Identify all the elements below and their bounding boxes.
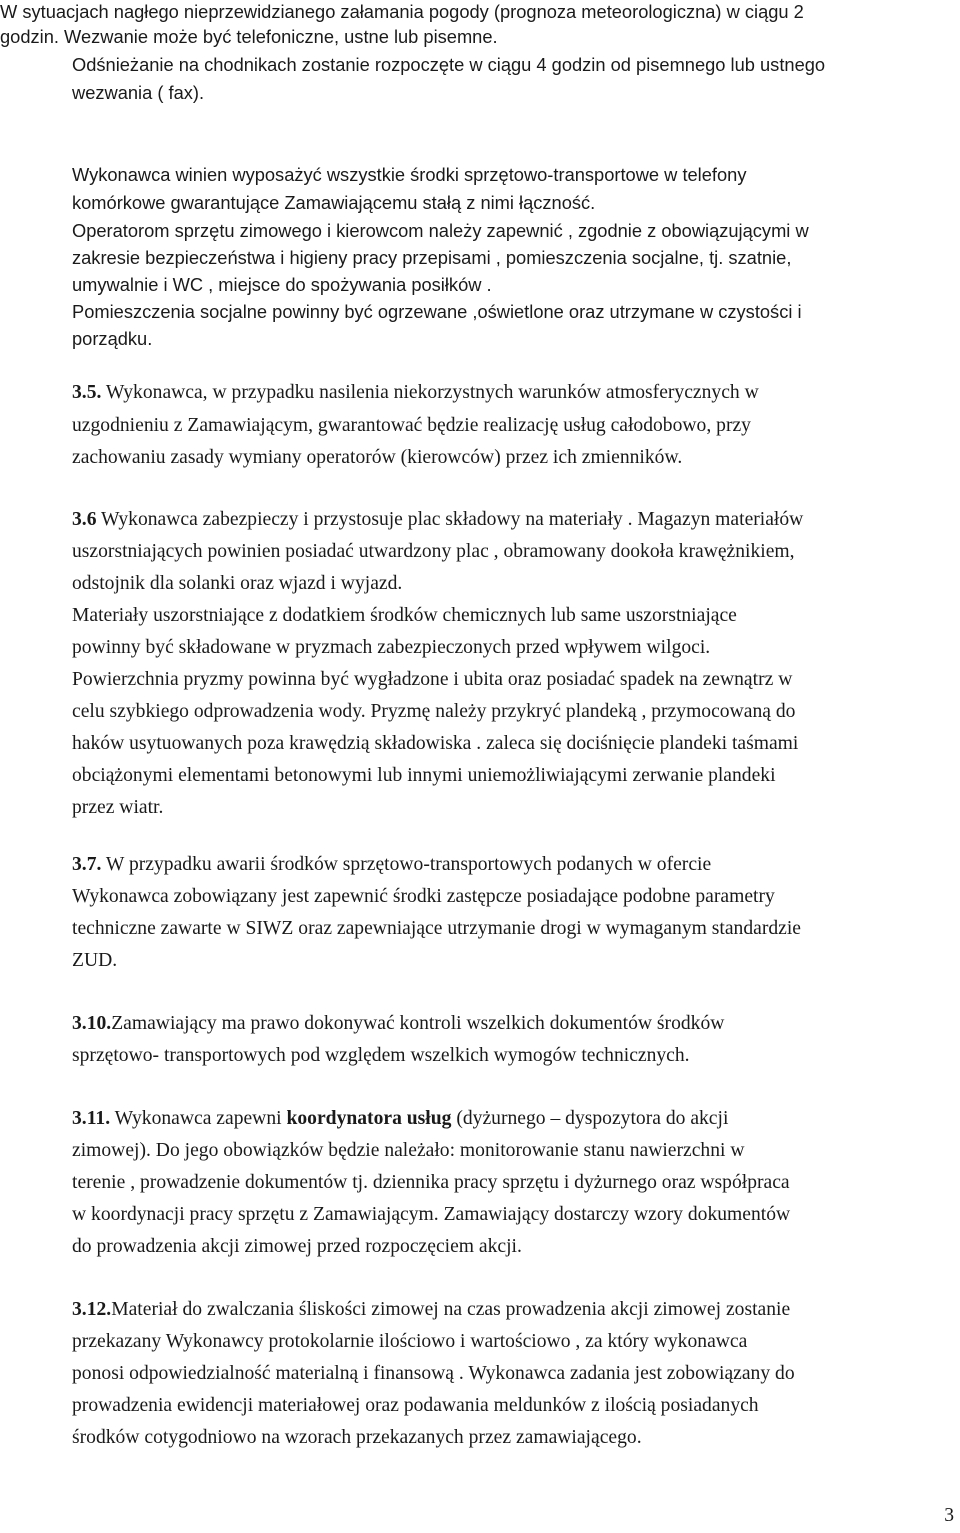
section-number: 3.7. (72, 854, 102, 875)
section-number: 3.10. (72, 1013, 112, 1034)
text-line: celu szybkiego odprowadzenia wody. Pryzmę należy przykryć plandeką , przymocowaną do (72, 701, 796, 722)
text-line: umywalnie i WC , miejsce do spożywania posiłków . (72, 274, 492, 295)
text-line: Wykonawca winien wyposażyć wszystkie środki sprzętowo-transportowe w telefony (72, 164, 747, 185)
text-line: porządku. (72, 328, 153, 349)
text-line: środków cotygodniowo na wzorach przekazanych przez zamawiającego. (72, 1427, 642, 1448)
section-3-5-first-line: 3.5. Wykonawca, w przypadku nasilenia niekorzystnych warunków atmosferycznych w (72, 382, 759, 403)
text-line: Operatorom sprzętu zimowego i kierowcom należy zapewnić , zgodnie z obowiązującymi w (72, 220, 809, 241)
text-line: zakresie bezpieczeństwa i higieny pracy przepisami , pomieszczenia socjalne, tj. szatnie, (72, 247, 792, 268)
text-line: do prowadzenia akcji zimowej przed rozpoczęciem akcji. (72, 1236, 522, 1257)
text-line: Odśnieżanie na chodnikach zostanie rozpoczęte w ciągu 4 godzin od pisemnego lub ustnego (72, 54, 826, 75)
text-line: zimowej). Do jego obowiązków będzie należało: monitorowanie stanu nawierzchni w (72, 1140, 745, 1161)
text-line: przekazany Wykonawcy protokolarnie ilościowo i wartościowo , za który wykonawca (72, 1331, 748, 1352)
section-number: 3.5. (72, 382, 102, 403)
text-line: Wykonawca zobowiązany jest zapewnić środki zastępcze posiadające podobne parametry (72, 886, 775, 907)
text-line: Materiały uszorstniające z dodatkiem środków chemicznych lub same uszorstniające (72, 605, 737, 626)
page-number: 3 (944, 1505, 954, 1526)
text-line: terenie , prowadzenie dokumentów tj. dziennika pracy sprzętu i dyżurnego oraz współpraca (72, 1172, 790, 1193)
text-line: sprzętowo- transportowych pod względem wszelkich wymogów technicznych. (72, 1045, 690, 1066)
text-line: komórkowe gwarantujące Zamawiającemu stałą z nimi łączność. (72, 192, 596, 213)
text-line: ZUD. (72, 950, 118, 971)
text-line: haków usytuowanych poza krawędzią składowiska . zaleca się dociśnięcie plandeki taśmami (72, 733, 799, 754)
text-line: ponosi odpowiedzialność materialną i finansową . Wykonawca zadania jest zobowiązany do (72, 1363, 795, 1384)
text-line: Pomieszczenia socjalne powinny być ogrzewane ,oświetlone oraz utrzymane w czystości i (72, 301, 802, 322)
section-3-6-first-line: 3.6 Wykonawca zabezpieczy i przystosuje plac składowy na materiały . Magazyn materiałów (72, 509, 804, 530)
text-line: uzgodnieniu z Zamawiającym, gwarantować będzie realizację usług całodobowo, przy (72, 415, 751, 436)
emphasis-text: koordynatora usług (286, 1108, 452, 1129)
text-line: obciążonymi elementami betonowymi lub innymi uniemożliwiającymi zerwanie plandeki (72, 765, 776, 786)
text-line: prowadzenia ewidencji materiałowej oraz podawania meldunków z ilością posiadanych (72, 1395, 759, 1416)
section-number: 3.6 (72, 509, 97, 530)
text-line: powinny być składowane w pryzmach zabezpieczonych przed wpływem wilgoci. (72, 637, 711, 658)
section-3-10-first-line: 3.10.Zamawiający ma prawo dokonywać kontroli wszelkich dokumentów środków (72, 1013, 725, 1034)
text-line: uszorstniających powinien posiadać utwardzony plac , obramowany dookoła krawężnikiem, (72, 541, 795, 562)
text-line: godzin. Wezwanie może być telefoniczne, ustne lub pisemne. (0, 26, 498, 47)
section-number: 3.11. (72, 1108, 111, 1129)
text-line: przez wiatr. (72, 797, 164, 818)
text-line: w koordynacji pracy sprzętu z Zamawiającym. Zamawiający dostarczy wzory dokumentów (72, 1204, 791, 1225)
section-number: 3.12. (72, 1299, 112, 1320)
text-line: zachowaniu zasady wymiany operatorów (kierowców) przez ich zmienników. (72, 447, 683, 468)
text-line: W sytuacjach nagłego nieprzewidzianego załamania pogody (prognoza meteorologiczna) w ciągu 2 (0, 1, 804, 22)
text-line: Powierzchnia pryzmy powinna być wygładzone i ubita oraz posiadać spadek na zewnątrz w (72, 669, 793, 690)
text-line: odstojnik dla solanki oraz wjazd i wyjazd. (72, 573, 403, 594)
text-line: techniczne zawarte w SIWZ oraz zapewniające utrzymanie drogi w wymaganym standardzie (72, 918, 801, 939)
text-line: wezwania ( fax). (72, 82, 205, 103)
section-3-12-first-line: 3.12.Materiał do zwalczania śliskości zimowej na czas prowadzenia akcji zimowej zostanie (72, 1299, 791, 1320)
section-3-7-first-line: 3.7. W przypadku awarii środków sprzętowo-transportowych podanych w ofercie (72, 854, 712, 875)
section-3-11-first-line: 3.11. Wykonawca zapewni koordynatora usług (dyżurnego – dyspozytora do akcji (72, 1108, 729, 1129)
